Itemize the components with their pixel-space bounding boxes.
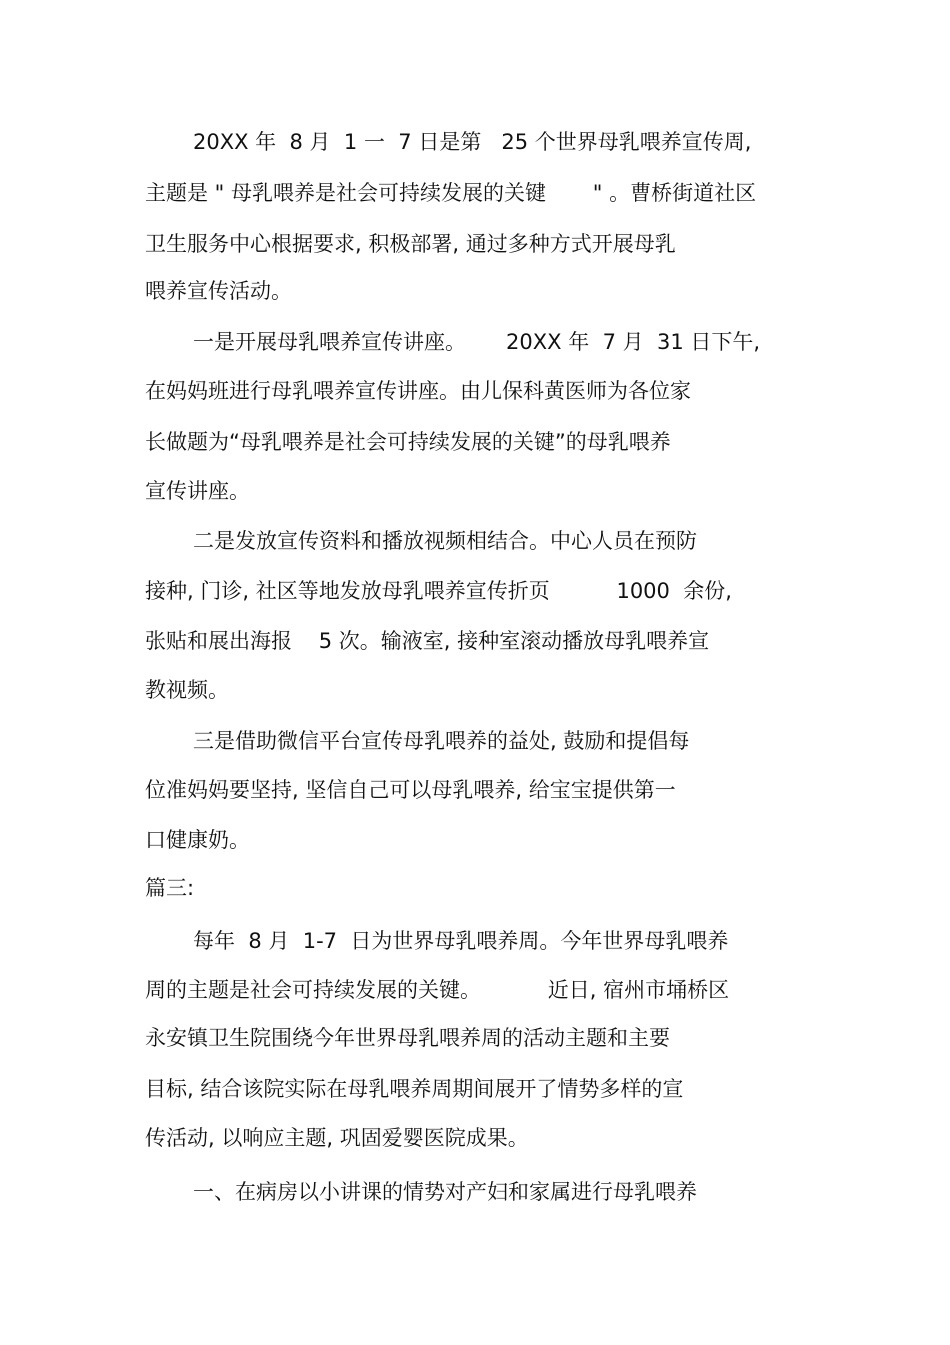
- paragraph-1-line-4: 喂养宣传活动。: [145, 279, 292, 303]
- paragraph-2-line-2: 在妈妈班进行母乳喂养宣传讲座。由儿保科黄医师为各位家: [145, 379, 691, 403]
- paragraph-2-line-1: 一是开展母乳喂养宣传讲座。 20XX 年 7 月 31 日下午,: [193, 330, 761, 354]
- paragraph-4-line-1: 三是借助微信平台宣传母乳喂养的益处, 鼓励和提倡每: [193, 729, 690, 753]
- paragraph-3-line-2: 接种, 门诊, 社区等地发放母乳喂养宣传折页 1000 余份,: [145, 579, 732, 603]
- paragraph-5-line-3: 永安镇卫生院围绕今年世界母乳喂养周的活动主题和主要: [145, 1026, 670, 1050]
- paragraph-2-line-3: 长做题为“母乳喂养是社会可持续发展的关键”的母乳喂养: [145, 430, 671, 454]
- section-heading: 篇三:: [145, 876, 195, 900]
- paragraph-3-line-3: 张贴和展出海报 5 次。输液室, 接种室滚动播放母乳喂养宣: [145, 629, 710, 653]
- paragraph-4-line-2: 位准妈妈要坚持, 坚信自己可以母乳喂养, 给宝宝提供第一: [145, 778, 676, 802]
- paragraph-3-line-4: 教视频。: [145, 678, 229, 702]
- paragraph-4-line-3: 口健康奶。: [145, 828, 250, 852]
- paragraph-5-line-2: 周的主题是社会可持续发展的关键。 近日, 宿州市埇桥区: [145, 978, 730, 1002]
- paragraph-6-line-1: 一、在病房以小讲课的情势对产妇和家属进行母乳喂养: [193, 1180, 697, 1204]
- paragraph-1-line-1: 20XX 年 8 月 1 一 7 日是第 25 个世界母乳喂养宣传周,: [193, 130, 752, 154]
- paragraph-5-line-5: 传活动, 以响应主题, 巩固爱婴医院成果。: [145, 1126, 529, 1150]
- paragraph-1-line-3: 卫生服务中心根据要求, 积极部署, 通过多种方式开展母乳: [145, 232, 676, 256]
- paragraph-1-line-2: 主题是 " 母乳喂养是社会可持续发展的关键 " 。曹桥街道社区: [145, 181, 757, 205]
- paragraph-5-line-4: 目标, 结合该院实际在母乳喂养周期间展开了情势多样的宣: [145, 1077, 684, 1101]
- paragraph-5-line-1: 每年 8 月 1-7 日为世界母乳喂养周。今年世界母乳喂养: [193, 929, 729, 953]
- paragraph-3-line-1: 二是发放宣传资料和播放视频相结合。中心人员在预防: [193, 529, 697, 553]
- paragraph-2-line-4: 宣传讲座。: [145, 479, 250, 503]
